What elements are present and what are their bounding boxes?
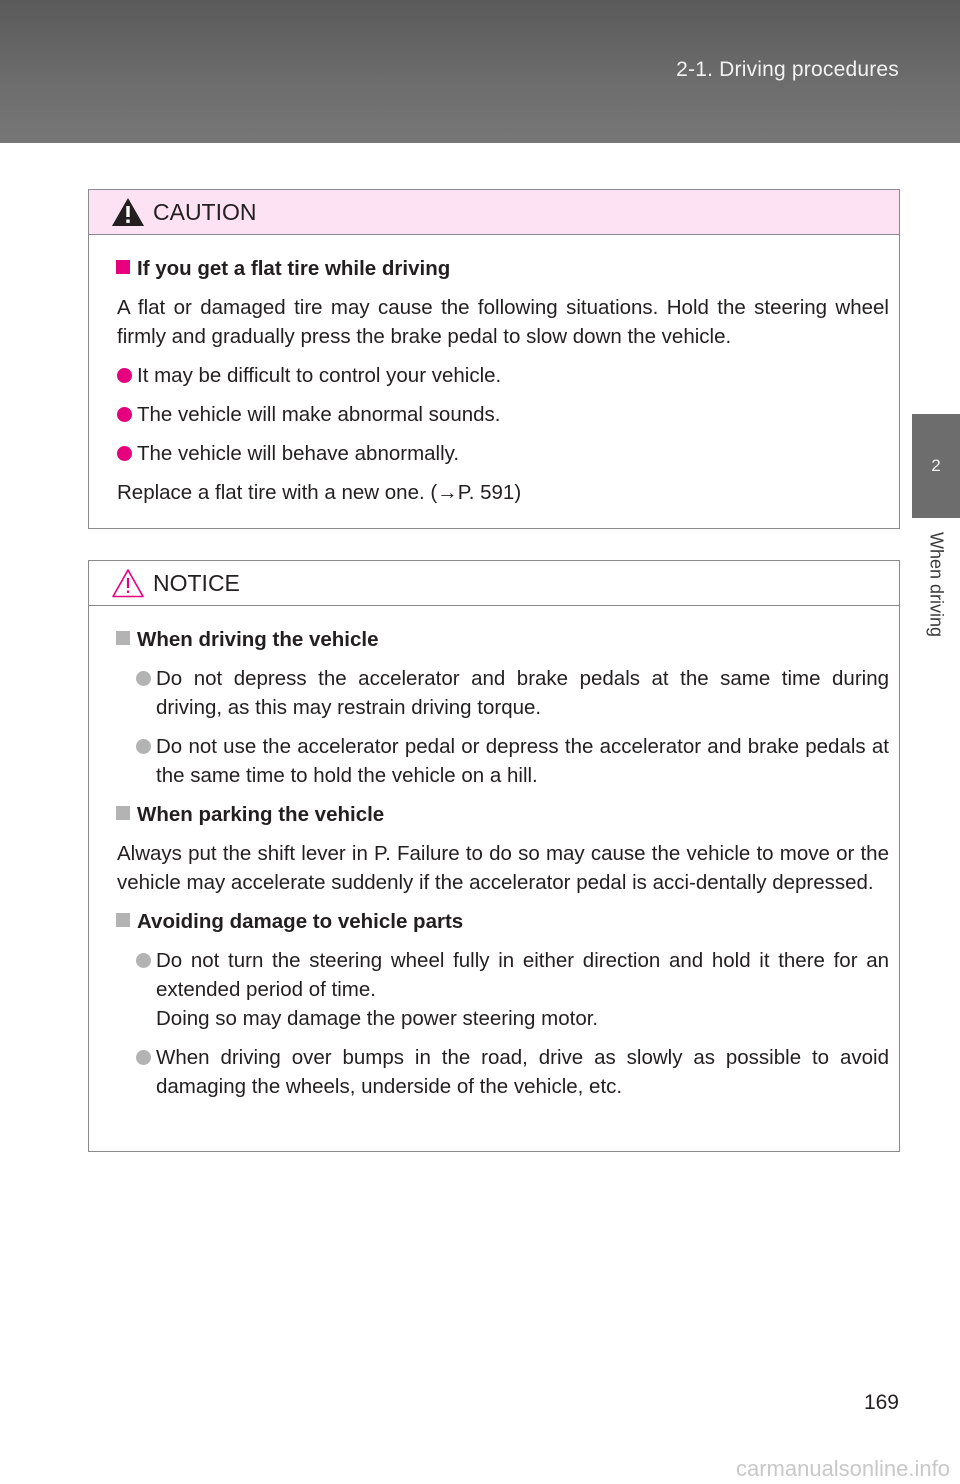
header-band <box>0 0 960 143</box>
notice-bullet-line: Do not turn the steering wheel fully in either direction and hold it there for an extended period of time. <box>156 949 889 1001</box>
caution-body <box>89 235 899 507</box>
notice-bullet-line: Doing so may damage the power steering motor. <box>156 1007 599 1030</box>
notice-heading-text: When driving the vehicle <box>137 628 379 651</box>
notice-bullet-text: Do not depress the accelerator and brake pedals at the same time during driving, as this may restrain driving torque. <box>156 667 889 719</box>
square-bullet-icon <box>116 806 130 820</box>
caution-intro: A flat or damaged tire may cause the following situations. Hold the steering wheel firmly and gradually press the brake pedal to slow down the vehicle. <box>117 296 889 348</box>
caution-bullet <box>116 439 889 468</box>
notice-heading-text: Avoiding damage to vehicle parts <box>137 910 464 933</box>
notice-label: NOTICE <box>153 569 240 596</box>
notice-heading-text: When parking the vehicle <box>137 803 385 826</box>
caution-bullet <box>116 361 889 390</box>
caution-bullet-text: The vehicle will make abnormal sounds. <box>137 403 501 426</box>
notice-heading-damage <box>116 907 889 936</box>
notice-bullet-text <box>156 946 889 1033</box>
caution-header <box>89 190 899 235</box>
watermark: carmanualsonline.info <box>735 1456 950 1481</box>
caution-heading <box>116 254 889 283</box>
circle-bullet-icon <box>136 671 151 686</box>
caution-bullet-text: The vehicle will behave abnormally. <box>137 442 460 465</box>
circle-bullet-icon <box>136 739 151 754</box>
page-number: 169 <box>863 1391 899 1414</box>
square-bullet-icon <box>116 913 130 927</box>
notice-bullet <box>116 1043 889 1101</box>
square-bullet-icon <box>116 260 130 274</box>
notice-bullet <box>116 664 889 722</box>
circle-bullet-icon <box>136 1050 151 1065</box>
notice-box <box>88 560 900 1152</box>
circle-bullet-icon <box>117 446 132 461</box>
notice-header <box>89 561 899 606</box>
warning-triangle-outline-icon <box>111 567 145 599</box>
circle-bullet-icon <box>117 407 132 422</box>
notice-bullet-text: When driving over bumps in the road, drive as slowly as possible to avoid damaging the wheels, underside of the vehicle, etc. <box>156 1046 889 1098</box>
notice-body <box>89 606 899 1101</box>
circle-bullet-icon <box>117 368 132 383</box>
caution-box <box>88 189 900 529</box>
caution-label: CAUTION <box>153 198 257 225</box>
notice-parking-text: Always put the shift lever in P. Failure to do so may cause the vehicle to move or the vehicle may accelerate suddenly if the accelerator pedal is acci-dentally depressed. <box>117 842 889 894</box>
caution-heading-text: If you get a flat tire while driving <box>137 257 451 280</box>
notice-bullet-text: Do not use the accelerator pedal or depress the accelerator and brake pedals at the same time to hold the vehicle on a hill. <box>156 735 889 787</box>
chapter-tab-number[interactable]: 2 <box>912 414 960 518</box>
square-bullet-icon <box>116 631 130 645</box>
chapter-tab-label <box>912 520 960 690</box>
notice-heading-driving <box>116 625 889 654</box>
notice-bullet <box>116 946 889 1033</box>
section-title: 2-1. Driving procedures <box>676 58 899 81</box>
caution-bullet <box>116 400 889 429</box>
caution-outro[interactable]: Replace a flat tire with a new one. (→P. 591) <box>117 481 522 504</box>
notice-bullet <box>116 732 889 790</box>
notice-heading-parking <box>116 800 889 829</box>
caution-bullet-text: It may be difficult to control your vehicle. <box>137 364 502 387</box>
circle-bullet-icon <box>136 953 151 968</box>
chapter-tab-label-text: When driving <box>926 532 947 638</box>
warning-triangle-filled-icon <box>111 196 145 228</box>
